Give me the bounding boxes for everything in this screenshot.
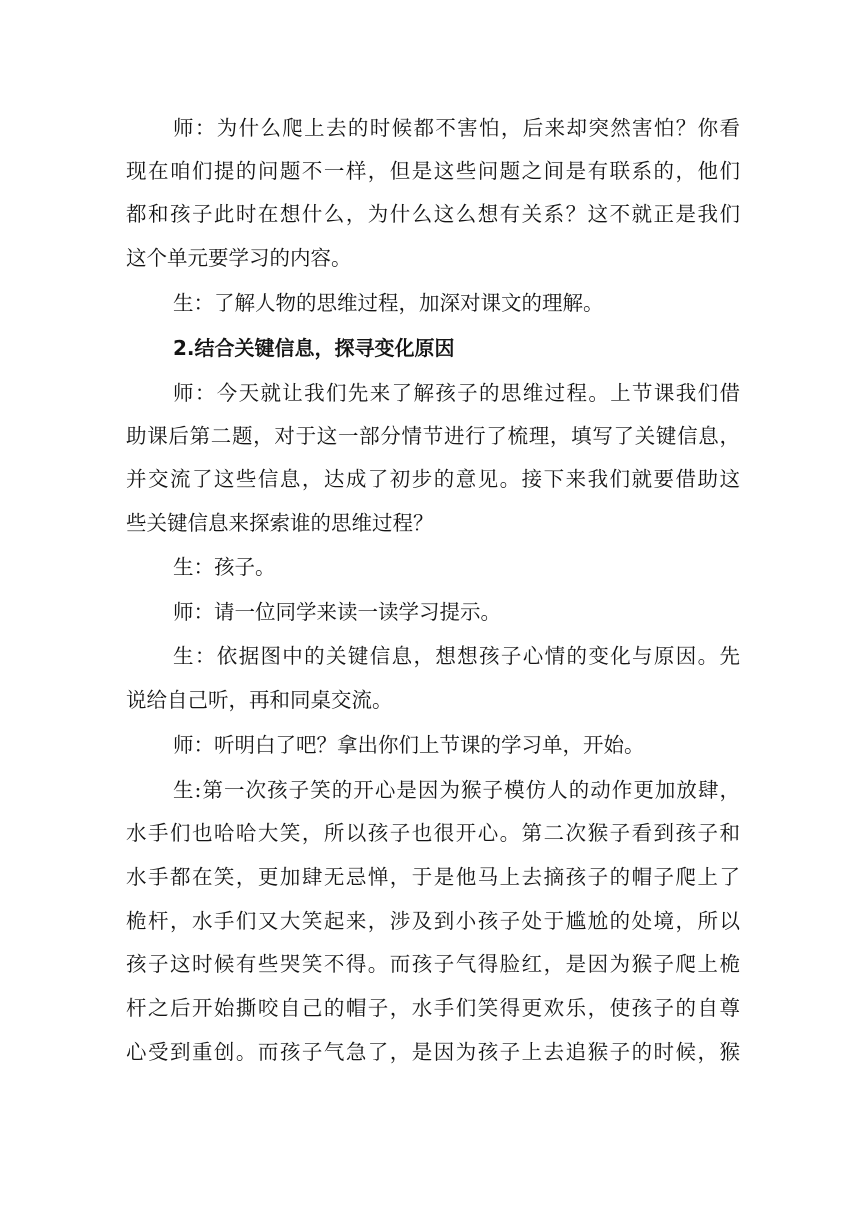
paragraph-line: 水手们也哈哈大笑，所以孩子也很开心。第二次猴子看到孩子和 [126, 821, 740, 845]
paragraph-line: 桅杆，水手们又大笑起来，涉及到小孩子处于尴尬的处境，所以 [126, 909, 740, 933]
paragraph-line: 说给自己听，再和同桌交流。 [126, 688, 393, 712]
paragraph-line: 孩子这时候有些哭笑不得。而孩子气得脸红，是因为猴子爬上桅 [126, 952, 740, 976]
paragraph-line: 师：为什么爬上去的时候都不害怕，后来却突然害怕？你看 [173, 116, 740, 140]
paragraph-line: 这个单元要学习的内容。 [126, 246, 352, 270]
paragraph-line: 并交流了这些信息，达成了初步的意见。接下来我们就要借助这 [126, 467, 740, 491]
paragraph-line: 些关键信息来探索谁的思维过程？ [126, 511, 434, 535]
paragraph-line: 都和孩子此时在想什么，为什么这么想有关系？这不就正是我们 [126, 202, 740, 226]
paragraph-line: 助课后第二题，对于这一部分情节进行了梳理，填写了关键信息， [126, 424, 740, 448]
paragraph-line: 心受到重创。而孩子气急了，是因为孩子上去追猴子的时候，猴 [126, 1040, 740, 1064]
paragraph-line: 生：依据图中的关键信息，想想孩子心情的变化与原因。先 [173, 644, 740, 668]
paragraph-line: 现在咱们提的问题不一样，但是这些问题之间是有联系的，他们 [126, 159, 740, 183]
paragraph-line: 杆之后开始撕咬自己的帽子，水手们笑得更欢乐，使孩子的自尊 [126, 996, 740, 1020]
paragraph-line: 水手都在笑，更加肆无忌惮，于是他马上去摘孩子的帽子爬上了 [126, 865, 740, 889]
paragraph-line: 师：听明白了吧？拿出你们上节课的学习单，开始。 [173, 733, 645, 757]
paragraph-line: 师：请一位同学来读一读学习提示。 [173, 600, 501, 624]
section-heading: 2.结合关键信息，探寻变化原因 [173, 336, 455, 360]
paragraph-line: 生：了解人物的思维过程，加深对课文的理解。 [173, 291, 604, 315]
paragraph-line: 生：孩子。 [173, 555, 276, 579]
paragraph-line: 生:第一次孩子笑的开心是因为猴子模仿人的动作更加放肆， [173, 778, 740, 802]
paragraph-line: 师：今天就让我们先来了解孩子的思维过程。上节课我们借 [173, 381, 740, 405]
